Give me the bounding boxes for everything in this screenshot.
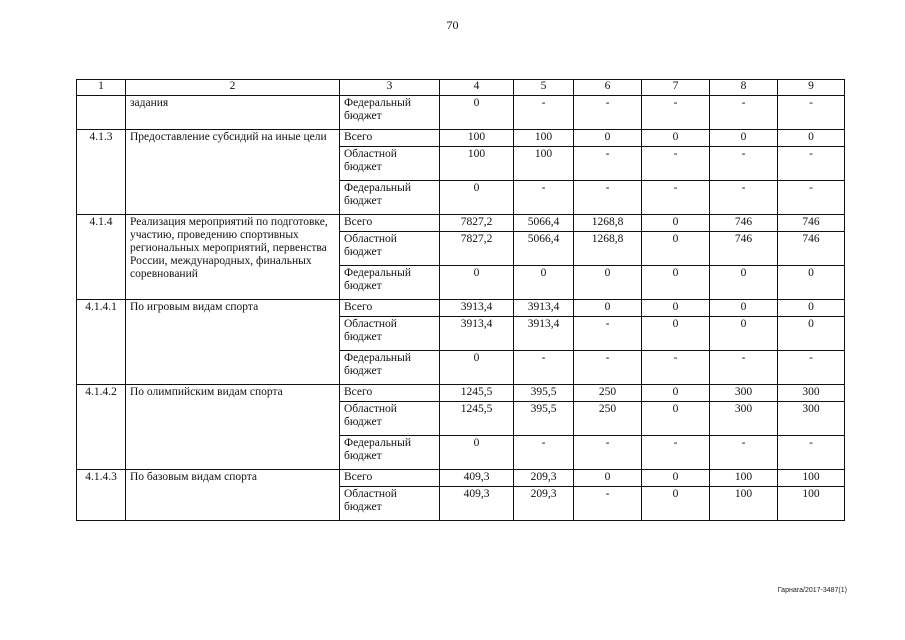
value-cell: 209,3 [514, 470, 574, 487]
value-cell: - [574, 436, 642, 470]
funding-source: Всего [340, 300, 440, 317]
header-cell: 9 [778, 80, 845, 96]
value-cell: - [514, 436, 574, 470]
item-description: По олимпийским видам спорта [126, 385, 340, 470]
value-cell: 100 [514, 147, 574, 181]
value-cell: 1268,8 [574, 232, 642, 266]
value-cell: 7827,2 [440, 215, 514, 232]
item-description: задания [126, 96, 340, 130]
table-row [77, 215, 845, 232]
table-row [77, 385, 845, 402]
value-cell: 0 [440, 96, 514, 130]
funding-source: Всего [340, 215, 440, 232]
value-cell: 300 [778, 385, 845, 402]
table-row [77, 300, 845, 317]
item-number [77, 96, 126, 130]
value-cell: - [710, 436, 778, 470]
value-cell: - [710, 96, 778, 130]
value-cell: - [710, 147, 778, 181]
header-cell: 8 [710, 80, 778, 96]
header-cell: 1 [77, 80, 126, 96]
value-cell: - [778, 96, 845, 130]
value-cell: 100 [440, 130, 514, 147]
header-cell: 6 [574, 80, 642, 96]
table-row [77, 470, 845, 487]
value-cell: 0 [440, 436, 514, 470]
value-cell: 100 [440, 147, 514, 181]
value-cell: 746 [710, 215, 778, 232]
value-cell: 746 [710, 232, 778, 266]
item-number: 4.1.4 [77, 215, 126, 300]
value-cell: 250 [574, 385, 642, 402]
header-cell: 5 [514, 80, 574, 96]
value-cell: 100 [710, 487, 778, 521]
funding-source: Областной бюджет [340, 147, 440, 181]
value-cell: - [642, 181, 710, 215]
value-cell: 0 [710, 130, 778, 147]
value-cell: 7827,2 [440, 232, 514, 266]
value-cell: 0 [642, 266, 710, 300]
value-cell: 746 [778, 232, 845, 266]
value-cell: - [574, 487, 642, 521]
value-cell: - [514, 96, 574, 130]
value-cell: 395,5 [514, 402, 574, 436]
value-cell: 0 [574, 266, 642, 300]
table-row [77, 96, 845, 130]
funding-source: Областной бюджет [340, 487, 440, 521]
header-cell: 4 [440, 80, 514, 96]
value-cell: 409,3 [440, 487, 514, 521]
value-cell: 100 [514, 130, 574, 147]
value-cell: 5066,4 [514, 232, 574, 266]
value-cell: 1268,8 [574, 215, 642, 232]
value-cell: 0 [778, 130, 845, 147]
value-cell: - [574, 96, 642, 130]
funding-source: Всего [340, 130, 440, 147]
value-cell: 0 [710, 300, 778, 317]
value-cell: 0 [642, 215, 710, 232]
item-number: 4.1.4.3 [77, 470, 126, 521]
value-cell: 0 [642, 130, 710, 147]
value-cell: 0 [440, 351, 514, 385]
header-cell: 2 [126, 80, 340, 96]
item-description: Предоставление субсидий на иные цели [126, 130, 340, 215]
value-cell: 5066,4 [514, 215, 574, 232]
funding-source: Федеральный бюджет [340, 436, 440, 470]
value-cell: 300 [778, 402, 845, 436]
funding-source: Областной бюджет [340, 232, 440, 266]
value-cell: 3913,4 [440, 317, 514, 351]
item-description: По базовым видам спорта [126, 470, 340, 521]
value-cell: - [574, 147, 642, 181]
value-cell: - [778, 147, 845, 181]
value-cell: 300 [710, 402, 778, 436]
value-cell: - [514, 181, 574, 215]
item-description: По игровым видам спорта [126, 300, 340, 385]
value-cell: 100 [778, 487, 845, 521]
funding-source: Федеральный бюджет [340, 96, 440, 130]
header-row [77, 80, 845, 96]
value-cell: 0 [440, 266, 514, 300]
value-cell: - [778, 181, 845, 215]
value-cell: 1245,5 [440, 385, 514, 402]
funding-source: Федеральный бюджет [340, 181, 440, 215]
item-number: 4.1.3 [77, 130, 126, 215]
value-cell: 0 [440, 181, 514, 215]
value-cell: 209,3 [514, 487, 574, 521]
page-number: 70 [446, 18, 459, 32]
value-cell: - [710, 181, 778, 215]
value-cell: - [642, 351, 710, 385]
value-cell: 0 [778, 300, 845, 317]
document-code: Гарнага/2017-3487(1) [777, 587, 847, 594]
value-cell: 0 [778, 266, 845, 300]
value-cell: 0 [642, 300, 710, 317]
value-cell: 746 [778, 215, 845, 232]
table-row [77, 130, 845, 147]
value-cell: 0 [710, 266, 778, 300]
funding-source: Всего [340, 470, 440, 487]
value-cell: 0 [642, 385, 710, 402]
value-cell: - [642, 96, 710, 130]
value-cell: 300 [710, 385, 778, 402]
value-cell: - [514, 351, 574, 385]
value-cell: 409,3 [440, 470, 514, 487]
funding-source: Федеральный бюджет [340, 351, 440, 385]
item-number: 4.1.4.2 [77, 385, 126, 470]
value-cell: 0 [574, 300, 642, 317]
value-cell: 100 [710, 470, 778, 487]
budget-table [76, 79, 845, 521]
value-cell: 3913,4 [440, 300, 514, 317]
value-cell: - [642, 436, 710, 470]
header-cell: 7 [642, 80, 710, 96]
value-cell: - [778, 436, 845, 470]
value-cell: 100 [778, 470, 845, 487]
value-cell: 0 [574, 130, 642, 147]
funding-source: Федеральный бюджет [340, 266, 440, 300]
value-cell: 395,5 [514, 385, 574, 402]
value-cell: 0 [514, 266, 574, 300]
funding-source: Областной бюджет [340, 402, 440, 436]
value-cell: 3913,4 [514, 317, 574, 351]
value-cell: - [778, 351, 845, 385]
value-cell: 3913,4 [514, 300, 574, 317]
value-cell: 0 [710, 317, 778, 351]
value-cell: 0 [642, 317, 710, 351]
item-description: Реализация мероприятий по подготовке, участию, проведению спортивных региональных мероприятий, первенства России, международных, финальных соревнований [126, 215, 340, 300]
value-cell: 0 [642, 402, 710, 436]
funding-source: Областной бюджет [340, 317, 440, 351]
value-cell: 0 [778, 317, 845, 351]
value-cell: - [574, 317, 642, 351]
value-cell: - [574, 181, 642, 215]
value-cell: - [710, 351, 778, 385]
value-cell: 0 [642, 232, 710, 266]
header-cell: 3 [340, 80, 440, 96]
value-cell: 0 [642, 470, 710, 487]
value-cell: 0 [574, 470, 642, 487]
value-cell: 1245,5 [440, 402, 514, 436]
value-cell: - [574, 351, 642, 385]
item-number: 4.1.4.1 [77, 300, 126, 385]
table-body [77, 80, 845, 521]
value-cell: - [642, 147, 710, 181]
value-cell: 250 [574, 402, 642, 436]
funding-source: Всего [340, 385, 440, 402]
value-cell: 0 [642, 487, 710, 521]
